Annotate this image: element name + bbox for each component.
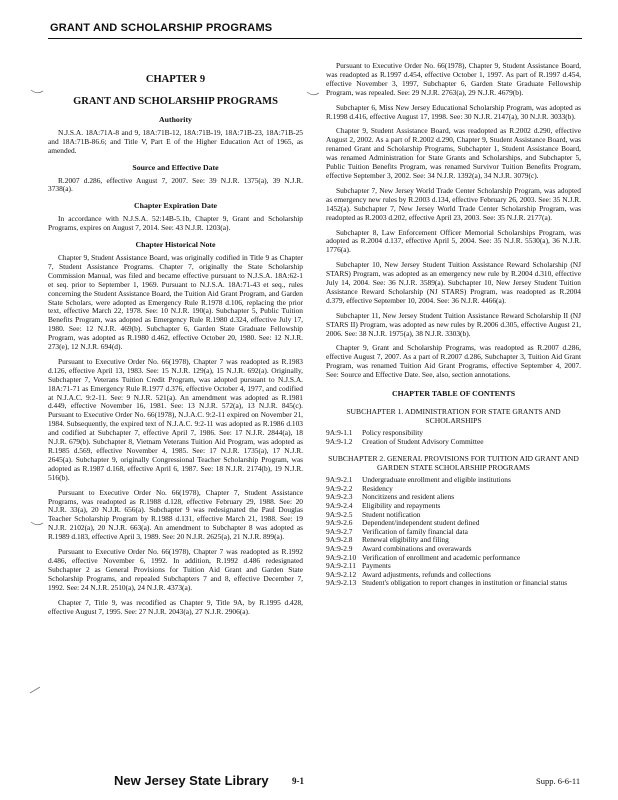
subchapter-2-list [326, 476, 581, 588]
subchapter-1-list [326, 429, 581, 446]
expiration-text: In accordance with N.J.S.A. 52:14B-5.1b, Chapter 9, Grant and Scholarship Programs, expires on August 7, 2014. See: 43 N.J.R. 1203(a). [48, 214, 303, 233]
margin-check-mark [306, 90, 320, 98]
toc-section-title: Verification of enrollment and academic performance [362, 552, 521, 562]
toc-section-title: Verification of family financial data [362, 526, 468, 536]
history-paragraph: Pursuant to Executive Order No. 66(1978), Chapter 7 was readopted as R.1983 d.126, effective April 13, 1983. See: 15 N.J.R. 129(a), 15 N.J.R. 692(a). Originally, Subchapter 7, Veterans Tuition Credit Program, was adopted pursuant to N.J.S.A. 18A:71-71 as Emergency Rule R.1977 d.376, effective October 4, 1977, and codified at N.J.A.C. 9:2-11. See: 9 N.J.R. 521(a). An amendment was adopted as R.1981 d.449, effective November 16, 1981. See: 13 N.J.R. 572(a), 13 N.J.R. 845(c). Pursuant to Executive Order No. 66(1978), N.J.A.C. 9:2-11 expired on November 21, 1984. Subsequently, the expired text of N.J.A.C. 9:2-11 was adopted as R.1986 d.103 and codified at Subchapter 7, effective April 7, 1986. See: 17 N.J.R. 2844(a), 18 N.J.R. 679(b). Subchapter 8, Vietnam Veterans Tuition Aid Program, was adopted as R.1985 d.569, effective November 4, 1985. See: 17 N.J.R. 1735(a), 17 N.J.R. 2645(a). Subchapter 9, originally Congressional Teacher Scholarship Program, was adopted as R.1987 d.168, effective April 6, 1987. See: 18 N.J.R. 2174(b), 19 N.J.R. 516(b). [48, 356, 303, 482]
history-paragraph: Subchapter 8, Law Enforcement Officer Memorial Scholarships Program, was adopted as R.2004 d.137, effective April 5, 2004. See: 35 N.J.R. 5530(a), 36 N.J.R. 1776(a). [326, 227, 581, 255]
source-heading: Source and Effective Date [132, 162, 219, 172]
toc-section-title: Payments [362, 561, 391, 571]
toc-section-title: Renewal eligibility and filing [362, 535, 449, 545]
toc-section-title: Noncitizens and resident aliens [362, 492, 455, 502]
supplement-date: Supp. 6-6-11 [536, 776, 581, 786]
toc-entry [326, 579, 581, 588]
toc-entry [326, 438, 581, 447]
history-paragraph: Pursuant to Executive Order No. 66(1978), Chapter 7, Student Assistance Programs, was readopted as R.1988 d.128, effective February 29, 1988. See: 20 N.J.R. 33(a), 20 N.J.R. 656(a). Subchapter 9 was redesignated the Paul Douglas Teacher Scholarship Program by R.1988 d.131, effective March 21, 1988. See: 19 N.J.R. 2102(a), 20 N.J.R. 663(a). An amendment to Subchapter 8 was adopted as R.1989 d.183, effective April 3, 1989. See: 20 N.J.R. 2625(a), 21 N.J.R. 899(a). [48, 487, 303, 542]
page-number: 9-1 [292, 776, 304, 786]
history-paragraph: Subchapter 10, New Jersey Student Tuition Assistance Reward Scholarship (NJ STARS) Program, was adopted as an emergency new rule by R.2004 d.310, effective July 14, 2004. See: 36 N.J.R. 3589(a). Subchapter 10, New Jersey Student Tuition Assistance Reward Scholarship (NJ STARS) Program, was readopted as R.2004 d.379, effective September 10, 2004. See: 36 N.J.R. 4466(a). [326, 260, 581, 305]
toc-section-title: Dependent/independent student defined [362, 518, 480, 528]
source-text: R.2007 d.286, effective August 7, 2007. See: 39 N.J.R. 1375(a), 39 N.J.R. 3738(a). [48, 175, 303, 194]
toc-section-title: Award combinations and overawards [362, 543, 472, 553]
running-head: GRANT AND SCHOLARSHIP PROGRAMS [50, 22, 273, 34]
toc-section-title: Undergraduate enrollment and eligible institutions [362, 475, 511, 485]
authority-text: N.J.S.A. 18A:71A-8 and 9, 18A:71B-12, 18A:71B-19, 18A:71B-23, 18A:71B-25 and 18A:71B-86.6; and Title V, Part E of the Higher Education Act of 1965, as amended. [48, 127, 303, 155]
subchapter-1-title: SUBCHAPTER 1. ADMINISTRATION FOR STATE GRANTS AND SCHOLARSHIPS [346, 407, 561, 425]
history-paragraph: Chapter 7, Title 9, was recodified as Chapter 9, Title 9A, by R.1995 d.428, effective August 7, 1995. See: 27 N.J.R. 2043(a), 27 N.J.R. 2906(a). [48, 597, 303, 616]
toc-title: CHAPTER TABLE OF CONTENTS [391, 389, 516, 399]
history-paragraph: Pursuant to Executive Order No. 66(1978), Chapter 7 was readopted as R.1992 d.486, effective November 6, 1992. In addition, R.1992 d.486 redesignated Subchapter 2 as General Provisions for Tuition Aid Grant and Garden State Scholarship Programs, and repealed Subchapters 7 and 8, effective December 7, 1992. See: 24 N.J.R. 2510(a), 24 N.J.R. 4373(a). [48, 547, 303, 592]
toc-section-number: 9A:9-2.9 [326, 543, 353, 553]
toc-section-title: Student notification [362, 509, 421, 519]
toc-section-title: Residency [362, 483, 393, 493]
margin-check-mark [28, 686, 42, 694]
header-rule [48, 38, 582, 39]
toc-section-number: 9A:9-2.8 [326, 535, 353, 545]
margin-check-mark [30, 88, 44, 96]
chapter-title: GRANT AND SCHOLARSHIP PROGRAMS [73, 96, 278, 107]
expiration-heading: Chapter Expiration Date [133, 201, 218, 211]
margin-check-mark [30, 520, 44, 528]
history-paragraph: Subchapter 7, New Jersey World Trade Center Scholarship Program, was adopted as emergency new rules by R.2003 d.134, effective February 26, 2003. See: 35 N.J.R. 1452(a). Subchapter 7, New Jersey World Trade Center Scholarship Program, was readopted as R.2003 d.202, effective April 23, 2003. See: 35 N.J.R. 2177(a). [326, 185, 581, 222]
toc-section-number: 9A:9-1.1 [326, 428, 353, 437]
toc-section-title: Eligibility and repayments [362, 500, 441, 510]
toc-section-number: 9A:9-2.10 [326, 552, 357, 562]
toc-section-title: Student's obligation to report changes in institution or financial status [362, 578, 568, 588]
toc-section-number: 9A:9-2.4 [326, 500, 353, 510]
subchapter-2-title: SUBCHAPTER 2. GENERAL PROVISIONS FOR TUITION AID GRANT AND GARDEN STATE SCHOLARSHIP PROGRAMS [328, 454, 579, 473]
history-paragraph: Chapter 9, Student Assistance Board, was readopted as R.2002 d.290, effective August 2, 2002. As a part of R.2002 d.290, Chapter 9, Student Assistance Board, was renamed Grant and Scholarship Programs, Subchapter 1, Student Assistance Board, was renamed Administration for State Grants and Scholarships, and Subchapter 5, Public Tuition Benefits Program, was renamed Survivor Tuition Benefits Program, effective September 3, 2002. See: 34 N.J.R. 1392(a), 34 N.J.R. 3079(c). [326, 126, 581, 180]
toc-section-number: 9A:9-2.11 [326, 561, 356, 571]
toc-section-number: 9A:9-2.2 [326, 483, 353, 493]
history-paragraph: Pursuant to Executive Order No. 66(1978), Chapter 9, Student Assistance Board, was readopted as R.1997 d.454, effective October 1, 1997. As part of R.1997 d.454, effective November 3, 1997, Subchapter 6, Garden State Graduate Fellowship Program, was repealed. See: 29 N.J.R. 2763(a), 29 N.J.R. 4679(b). [326, 61, 581, 97]
toc-section-number: 9A:9-2.5 [326, 509, 353, 519]
toc-section-title: Award adjustments, refunds and collections [362, 569, 491, 579]
history-paragraph: Subchapter 6, Miss New Jersey Educational Scholarship Program, was adopted as R.1998 d.416, effective August 17, 1998. See: 30 N.J.R. 2147(a), 30 N.J.R. 3033(b). [326, 102, 581, 121]
toc-section-number: 9A:9-2.1 [326, 475, 353, 485]
authority-heading: Authority [159, 115, 192, 124]
toc-section-number: 9A:9-2.7 [326, 526, 353, 536]
toc-section-title: Creation of Student Advisory Committee [362, 436, 484, 446]
toc-section-number: 9A:9-2.3 [326, 492, 353, 502]
left-column [48, 62, 303, 622]
toc-section-number: 9A:9-2.13 [326, 578, 357, 588]
history-paragraph: Chapter 9, Student Assistance Board, was originally codified in Title 9 as Chapter 7, Student Assistance Programs. Chapter 7, originally the State Scholarship Commission Manual, was filed and became effective pursuant to N.J.S.A. 18A:62-1 et seq. prior to September 1, 1969. Pursuant to N.J.S.A. 18A:71-43 et seq., rules concerning the Student Assistance Board, the Tuition Aid Grant Program, and Garden State Scholars, were adopted as Emergency Rule R.1978 d.106, replacing the prior text, effective March 22, 1978. See: 10 N.J.R. 190(a). Subchapter 5, Public Tuition Benefits Program, was adopted as Emergency Rule R.1980 d.324, effective July 17, 1980. See: 12 N.J.R. 469(b). Subchapter 6, Garden State Graduate Fellowship Program, was adopted as R.1980 d.462, effective October 20, 1980. See: 12 N.J.R. 273(e), 12 N.J.R. 694(d). [48, 252, 303, 352]
history-paragraph: Subchapter 11, New Jersey Student Tuition Assistance Reward Scholarship II (NJ STARS II) Program, was adopted as new rules by R.2006 d.305, effective August 21, 2006. See: 38 N.J.R. 1975(a), 38 N.J.R. 3303(b). [326, 310, 581, 338]
history-heading: Chapter Historical Note [135, 240, 216, 250]
toc-section-number: 9A:9-2.12 [326, 569, 357, 579]
toc-section-number: 9A:9-2.6 [326, 518, 353, 528]
right-column [326, 62, 581, 588]
toc-section-title: Policy responsibility [362, 428, 423, 437]
library-stamp: New Jersey State Library [114, 773, 269, 788]
toc-section-number: 9A:9-1.2 [326, 436, 353, 446]
chapter-number: CHAPTER 9 [145, 74, 206, 85]
history-paragraph: Chapter 9, Grant and Scholarship Programs, was readopted as R.2007 d.286, effective August 7, 2007. As a part of R.2007 d.286, Subchapter 3, Tuition Aid Grant Program, was renamed Tuition Aid Grant Programs, effective September 4, 2007. See: Source and Effective Date. See, also, section annotations. [326, 343, 581, 380]
